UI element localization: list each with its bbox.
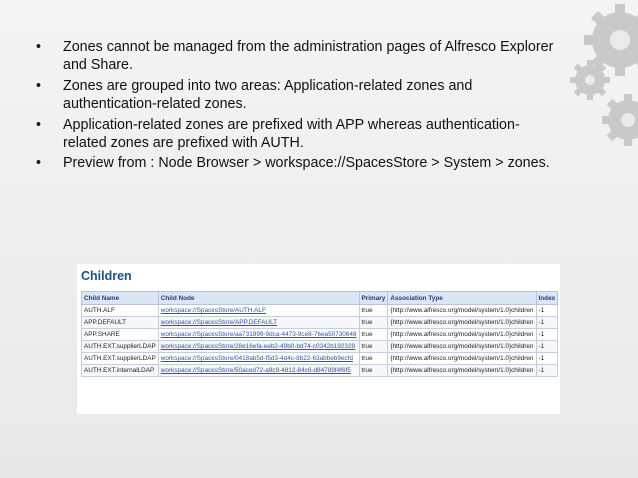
table-row bbox=[82, 353, 558, 365]
node-browser-screenshot bbox=[77, 264, 560, 414]
table-header-row bbox=[82, 292, 558, 305]
child-name-cell: AUTH.EXT.supplierLDAP bbox=[82, 341, 159, 353]
association-type-cell: {http://www.alfresco.org/model/system/1.0}children bbox=[388, 365, 536, 377]
primary-cell: true bbox=[359, 305, 388, 317]
column-header[interactable]: Child Node bbox=[158, 292, 359, 305]
child-name-cell: AUTH.ALF bbox=[82, 305, 159, 317]
index-cell: -1 bbox=[536, 329, 558, 341]
bullet-item bbox=[36, 38, 556, 75]
primary-cell: true bbox=[359, 341, 388, 353]
children-table bbox=[81, 291, 558, 377]
child-name-cell: AUTH.EXT.internalLDAP bbox=[82, 365, 159, 377]
association-type-cell: {http://www.alfresco.org/model/system/1.0}children bbox=[388, 305, 536, 317]
bullet-item bbox=[36, 77, 556, 114]
bullet-item bbox=[36, 116, 556, 153]
primary-cell: true bbox=[359, 353, 388, 365]
bullet-text: Preview from : Node Browser > workspace://SpacesStore > System > zones. bbox=[63, 155, 550, 172]
index-cell: -1 bbox=[536, 353, 558, 365]
primary-cell: true bbox=[359, 317, 388, 329]
child-node-link[interactable]: workspace://SpacesStore/50aced72-a9c9-4812-84c6-d84789f4f6f5 bbox=[158, 365, 359, 377]
table-row bbox=[82, 305, 558, 317]
association-type-cell: {http://www.alfresco.org/model/system/1.0}children bbox=[388, 341, 536, 353]
child-name-cell: APP.DEFAULT bbox=[82, 317, 159, 329]
table-row bbox=[82, 341, 558, 353]
column-header[interactable]: Association Type bbox=[388, 292, 536, 305]
child-name-cell: AUTH.EXT.supplierLDAP bbox=[82, 353, 159, 365]
child-node-link[interactable]: workspace://SpacesStore/AUTH.ALF bbox=[158, 305, 359, 317]
table-row bbox=[82, 329, 558, 341]
association-type-cell: {http://www.alfresco.org/model/system/1.0}children bbox=[388, 317, 536, 329]
bullet-icon: • bbox=[36, 39, 42, 55]
column-header[interactable]: Index bbox=[536, 292, 558, 305]
bullet-text: Zones cannot be managed from the administration pages of Alfresco Explorer and Share. bbox=[63, 39, 554, 74]
table-row bbox=[82, 317, 558, 329]
bullet-list bbox=[36, 38, 556, 175]
bullet-icon: • bbox=[36, 155, 42, 172]
index-cell: -1 bbox=[536, 365, 558, 377]
children-title: Children bbox=[81, 269, 132, 283]
index-cell: -1 bbox=[536, 341, 558, 353]
bullet-text: Application-related zones are prefixed with APP whereas authentication-related zones are prefixed with AUTH. bbox=[63, 116, 520, 152]
bullet-text: Zones are grouped into two areas: Application-related zones and authentication-related zones. bbox=[63, 77, 473, 113]
child-node-link[interactable]: workspace://SpacesStore/APP.DEFAULT bbox=[158, 317, 359, 329]
bullet-icon: • bbox=[36, 77, 42, 94]
column-header[interactable]: Child Name bbox=[82, 292, 159, 305]
primary-cell: true bbox=[359, 365, 388, 377]
bullet-item bbox=[36, 154, 556, 172]
bullet-icon: • bbox=[36, 116, 42, 133]
child-node-link[interactable]: workspace://SpacesStore/aa731999-9dca-4473-9ce8-76ea50730648 bbox=[158, 329, 359, 341]
table-row bbox=[82, 365, 558, 377]
index-cell: -1 bbox=[536, 317, 558, 329]
column-header[interactable]: Primary bbox=[359, 292, 388, 305]
index-cell: -1 bbox=[536, 305, 558, 317]
child-node-link[interactable]: workspace://SpacesStore/0418ab5d-f5d3-4d4c-8b22-63abbeb9ecfd bbox=[158, 353, 359, 365]
primary-cell: true bbox=[359, 329, 388, 341]
child-node-link[interactable]: workspace://SpacesStore/28e16efa-eeb2-49b0-bd74-c0342b192329 bbox=[158, 341, 359, 353]
child-name-cell: APP.SHARE bbox=[82, 329, 159, 341]
association-type-cell: {http://www.alfresco.org/model/system/1.0}children bbox=[388, 353, 536, 365]
association-type-cell: {http://www.alfresco.org/model/system/1.0}children bbox=[388, 329, 536, 341]
